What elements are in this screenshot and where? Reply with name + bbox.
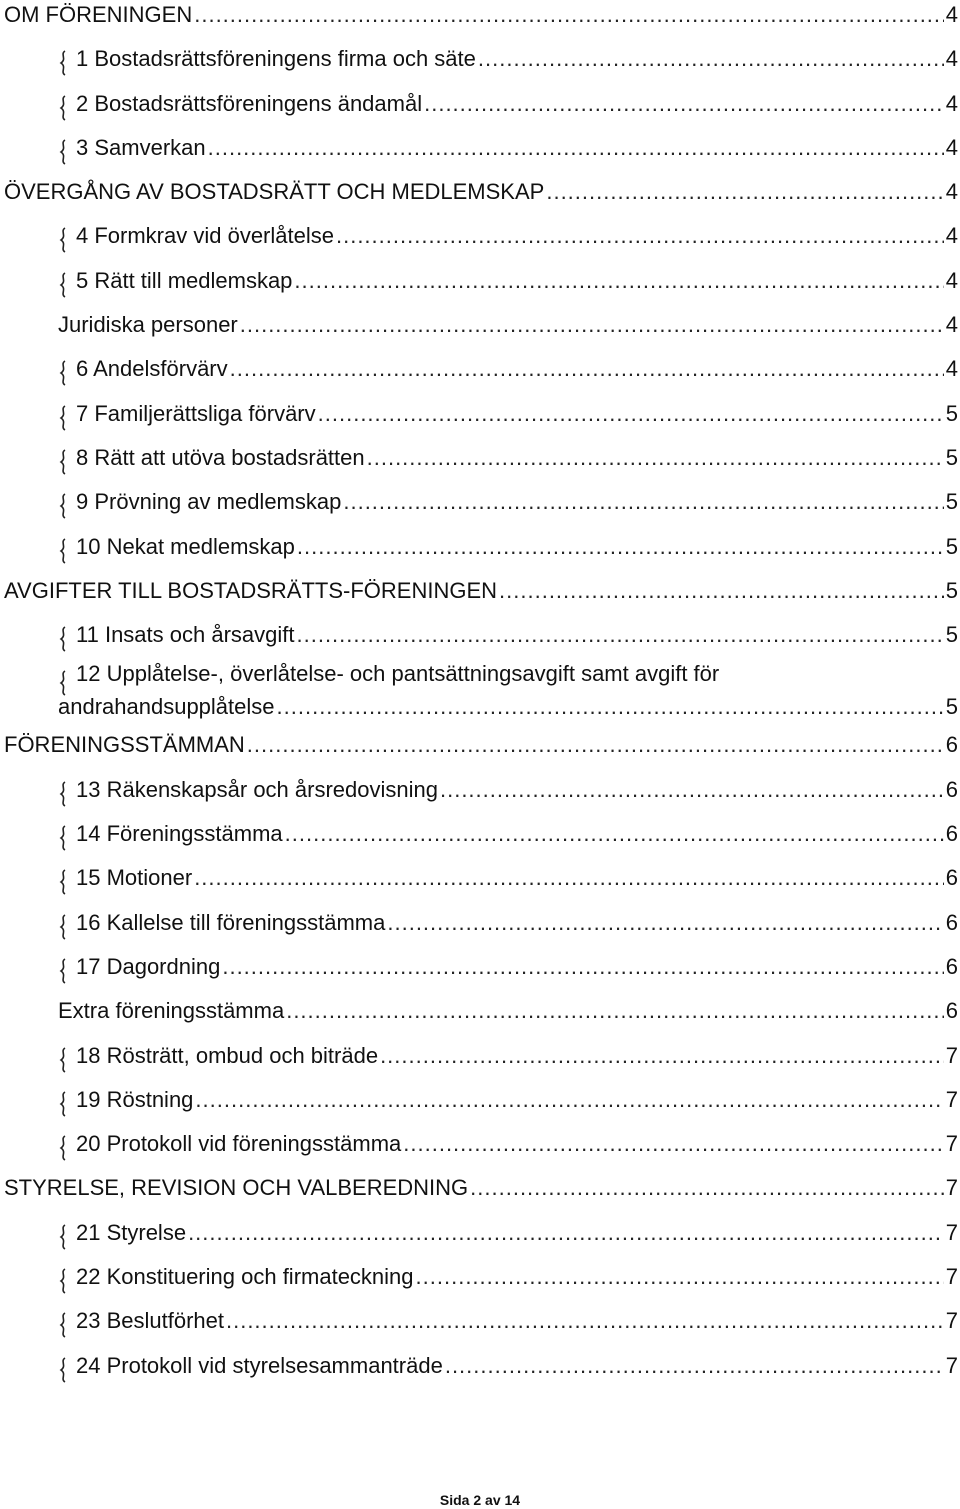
toc-entry-page: 5 — [945, 577, 958, 603]
section-marker-icon — [58, 623, 68, 649]
toc-entry-page: 5 — [945, 694, 958, 720]
toc-entry[interactable] — [4, 436, 958, 480]
section-marker-icon — [58, 667, 68, 693]
toc-entry-page: 6 — [945, 865, 958, 891]
toc-entry-title: 9 Prövning av medlemskap — [76, 489, 342, 515]
section-marker-icon — [58, 1221, 68, 1247]
toc-entry-title-continued: andrahandsupplåtelse — [58, 694, 275, 720]
section-marker-icon — [58, 136, 68, 162]
section-marker-icon — [58, 1088, 68, 1114]
toc-entry-page: 4 — [945, 179, 958, 205]
section-marker-icon — [58, 1354, 68, 1380]
section-marker-icon — [58, 866, 68, 892]
toc-entry[interactable] — [4, 126, 958, 170]
dot-leader — [336, 214, 944, 258]
dot-leader — [285, 812, 944, 856]
dot-leader — [247, 723, 944, 767]
toc-entry-title: 15 Motioner — [76, 865, 193, 891]
toc-entry-title: 22 Konstituering och firmateckning — [76, 1264, 414, 1290]
toc-entry-page: 6 — [945, 953, 958, 979]
toc-entry-title: 6 Andelsförvärv — [76, 356, 228, 382]
toc-entry-page: 7 — [945, 1352, 958, 1378]
toc-entry[interactable] — [4, 303, 958, 347]
dot-leader — [194, 0, 944, 37]
dot-leader — [387, 901, 943, 945]
toc-entry-page: 4 — [945, 2, 958, 27]
toc-entry[interactable] — [4, 347, 958, 391]
toc-entry-title: 5 Rätt till medlemskap — [76, 267, 293, 293]
toc-entry-title: 18 Rösträtt, ombud och biträde — [76, 1042, 379, 1068]
dot-leader — [195, 1078, 943, 1122]
dot-leader — [367, 436, 944, 480]
toc-entry-title: 14 Föreningsstämma — [76, 821, 283, 847]
toc-entry-title: 11 Insats och årsavgift — [76, 622, 295, 648]
section-marker-icon — [58, 269, 68, 295]
toc-entry-title: AVGIFTER TILL BOSTADSRÄTTS-FÖRENINGEN — [4, 577, 498, 603]
section-marker-icon — [58, 92, 68, 118]
section-marker-icon — [58, 911, 68, 937]
toc-entry-page: 7 — [945, 1175, 958, 1201]
toc-entry-page: 5 — [945, 533, 958, 559]
toc-entry-page: 4 — [945, 312, 958, 338]
dot-leader — [208, 126, 944, 170]
toc-entry-page: 4 — [945, 267, 958, 293]
toc-entry-page: 6 — [945, 732, 958, 758]
toc-entry[interactable] — [4, 1344, 958, 1388]
dot-leader — [380, 1034, 944, 1078]
section-marker-icon — [58, 47, 68, 73]
dot-leader — [499, 569, 944, 613]
toc-entry-page: 6 — [945, 998, 958, 1024]
toc-entry[interactable] — [4, 901, 958, 945]
page-footer: Sida 2 av 14 — [439, 1492, 521, 1508]
dot-leader — [277, 690, 944, 723]
dot-leader — [546, 170, 943, 214]
toc-entry-title: 23 Beslutförhet — [76, 1308, 224, 1334]
section-marker-icon — [58, 224, 68, 250]
dot-leader — [294, 259, 943, 303]
toc-entry-page: 4 — [945, 46, 958, 72]
toc-entry[interactable] — [4, 657, 958, 723]
section-marker-icon — [58, 822, 68, 848]
toc-entry-title: OM FÖRENINGEN — [4, 2, 193, 27]
toc-entry[interactable] — [4, 613, 958, 657]
dot-leader — [424, 82, 944, 126]
dot-leader — [297, 525, 944, 569]
dot-leader — [478, 37, 944, 81]
toc-entry-page: 6 — [945, 909, 958, 935]
toc-entry[interactable] — [4, 37, 958, 81]
toc-entry-page: 5 — [945, 400, 958, 426]
section-marker-icon — [58, 955, 68, 981]
toc-entry-title: 16 Kallelse till föreningsstämma — [76, 909, 386, 935]
toc-entry-title: 4 Formkrav vid överlåtelse — [76, 223, 334, 249]
toc-entry-title: Extra föreningsstämma — [58, 998, 285, 1024]
toc-entry[interactable] — [4, 569, 958, 613]
toc-entry-title: 8 Rätt att utöva bostadsrätten — [76, 444, 365, 470]
dot-leader — [416, 1255, 944, 1299]
toc-entry[interactable] — [4, 1166, 958, 1210]
toc-entry-title: Juridiska personer — [58, 312, 238, 338]
toc-entry-page: 4 — [945, 223, 958, 249]
toc-entry[interactable] — [4, 82, 958, 126]
toc-entry[interactable] — [4, 214, 958, 258]
toc-entry-page: 5 — [945, 489, 958, 515]
dot-leader — [470, 1166, 944, 1210]
toc-entry-title: 24 Protokoll vid styrelsesammanträde — [76, 1352, 443, 1378]
toc-entry-title: 19 Röstning — [76, 1086, 194, 1112]
section-marker-icon — [58, 446, 68, 472]
section-marker-icon — [58, 778, 68, 804]
toc-entry-page: 5 — [945, 444, 958, 470]
toc-entry[interactable] — [4, 812, 958, 856]
section-marker-icon — [58, 402, 68, 428]
section-marker-icon — [58, 357, 68, 383]
section-marker-icon — [58, 1309, 68, 1335]
toc-entry-title: 13 Räkenskapsår och årsredovisning — [76, 776, 438, 802]
toc-entry[interactable] — [4, 1078, 958, 1122]
toc-entry-title: STYRELSE, REVISION OCH VALBEREDNING — [4, 1175, 469, 1201]
section-marker-icon — [58, 490, 68, 516]
toc-entry[interactable] — [4, 1255, 958, 1299]
toc-entry-title: 3 Samverkan — [76, 134, 206, 160]
toc-entry[interactable] — [4, 525, 958, 569]
dot-leader — [230, 347, 944, 391]
toc-entry-title: 17 Dagordning — [76, 953, 221, 979]
toc-entry-page: 7 — [945, 1131, 958, 1157]
toc-entry-page: 6 — [945, 821, 958, 847]
toc-entry-page: 7 — [945, 1042, 958, 1068]
toc-entry-title: 10 Nekat medlemskap — [76, 533, 295, 559]
toc-entry-title: 12 Upplåtelse-, överlåtelse- och pantsättningsavgift samt avgift för — [76, 661, 720, 687]
dot-leader — [286, 989, 944, 1033]
toc-entry-title: 1 Bostadsrättsföreningens firma och säte — [76, 46, 476, 72]
toc-entry[interactable] — [4, 856, 958, 900]
toc-entry[interactable] — [4, 945, 958, 989]
section-marker-icon — [58, 535, 68, 561]
toc-entry-title: 2 Bostadsrättsföreningens ändamål — [76, 90, 423, 116]
dot-leader — [188, 1211, 944, 1255]
toc-entry[interactable] — [4, 1299, 958, 1343]
dot-leader — [445, 1344, 944, 1388]
toc-entry[interactable] — [4, 0, 958, 37]
dot-leader — [240, 303, 944, 347]
toc-entry[interactable] — [4, 989, 958, 1033]
toc-entry-title: ÖVERGÅNG AV BOSTADSRÄTT OCH MEDLEMSKAP — [4, 179, 545, 205]
toc-entry[interactable] — [4, 1211, 958, 1255]
toc-entry[interactable] — [4, 392, 958, 436]
dot-leader — [343, 480, 943, 524]
toc-entry-page: 7 — [945, 1086, 958, 1112]
toc-entry-page: 6 — [945, 776, 958, 802]
dot-leader — [297, 613, 944, 657]
table-of-contents — [4, 0, 958, 1388]
toc-entry[interactable] — [4, 1034, 958, 1078]
toc-entry[interactable] — [4, 480, 958, 524]
toc-entry[interactable] — [4, 723, 958, 767]
toc-entry-title: 20 Protokoll vid föreningsstämma — [76, 1131, 402, 1157]
toc-entry-page: 7 — [945, 1264, 958, 1290]
dot-leader — [403, 1122, 943, 1166]
dot-leader — [440, 768, 944, 812]
section-marker-icon — [58, 1044, 68, 1070]
toc-entry[interactable] — [4, 768, 958, 812]
toc-entry-title: 7 Familjerättsliga förvärv — [76, 400, 316, 426]
toc-entry[interactable] — [4, 1122, 958, 1166]
dot-leader — [318, 392, 944, 436]
toc-entry-page: 4 — [945, 134, 958, 160]
dot-leader — [222, 945, 943, 989]
section-marker-icon — [58, 1265, 68, 1291]
toc-entry-page: 4 — [945, 356, 958, 382]
dot-leader — [226, 1299, 944, 1343]
toc-entry-title: 21 Styrelse — [76, 1219, 187, 1245]
section-marker-icon — [58, 1132, 68, 1158]
toc-entry[interactable] — [4, 170, 958, 214]
toc-entry-title: FÖRENINGSSTÄMMAN — [4, 732, 245, 758]
dot-leader — [194, 856, 944, 900]
toc-entry-page: 7 — [945, 1219, 958, 1245]
toc-entry-page: 7 — [945, 1308, 958, 1334]
toc-entry-page: 5 — [945, 622, 958, 648]
toc-entry[interactable] — [4, 259, 958, 303]
toc-entry-page: 4 — [945, 90, 958, 116]
